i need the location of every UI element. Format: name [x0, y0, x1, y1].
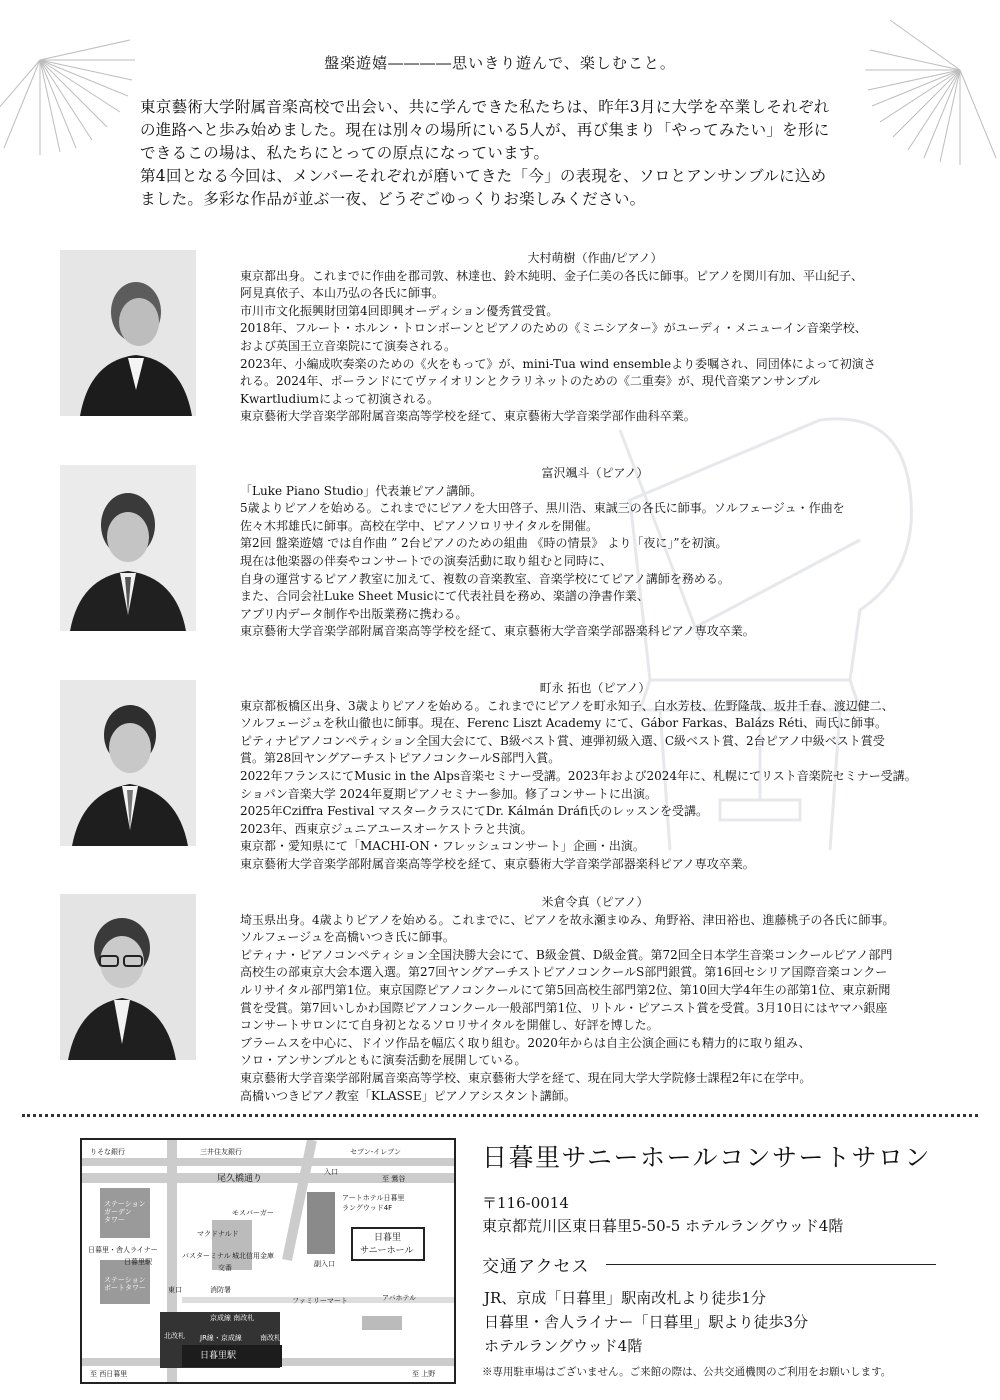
- bio-line: ソロ・アンサンブルともに演奏活動を展開している。: [240, 1053, 527, 1068]
- venue-address: 東京都荒川区東日暮里5-50-5 ホテルラングウッド4階: [482, 1217, 844, 1235]
- bio-line: 東京都板橋区出身、3歳よりピアノを始める。これまでにピアノを町永知子、白水芳枝、佐野隆哉、坂井千春、渡辺健二、: [240, 698, 894, 713]
- bio-line: 2023年、小編成吹奏楽のための《火をもって》が、mini-Tua wind ensembleより委嘱され、同団体によって初演さ: [240, 356, 876, 371]
- bio-line: 市川市文化振興財団第4回即興オーディション優秀賞受賞。: [240, 303, 559, 318]
- access-list: [484, 1286, 808, 1358]
- intro-line: の進路へと歩み始めました。現在は別々の場所にいる5人が、再び集まり「やってみたい」を形に: [140, 121, 830, 139]
- postal-code: 〒116-0014: [482, 1194, 569, 1212]
- map-label: セブン-イレブン: [350, 1148, 401, 1156]
- bio-line: ソルフェージュを秋山徹也に師事。現在、Ferenc Liszt Academy にて、Gábor Farkas、Balázs Réti、両氏に師事。: [240, 716, 888, 731]
- map-label: 消防署: [210, 1286, 231, 1294]
- map-label: 南改札: [260, 1334, 281, 1342]
- map-label: サニーホール: [360, 1246, 414, 1256]
- bio-line: 自身の運営するピアノ教室に加えて、複数の音楽教室、音楽学校にてピアノ講師を務める。: [240, 571, 730, 586]
- bio-line: 東京藝術大学音楽学部附属音楽高等学校を経て、東京藝術大学音楽学部作曲科卒業。: [240, 409, 696, 424]
- bio-line: 東京藝術大学音楽学部附属音楽高等学校、東京藝術大学を経て、現在同大学大学院修士課程2年に在学中。: [240, 1070, 812, 1085]
- map-label: ファミリーマート: [292, 1297, 348, 1305]
- profile-bio: [240, 465, 950, 641]
- performer-name: 町永 拓也（ピアノ）: [539, 681, 651, 695]
- bio-line: 高橋いつきピアノ教室「KLASSE」ピアノアシスタント講師。: [240, 1088, 576, 1103]
- portrait-photo: [60, 465, 196, 631]
- access-item: 日暮里・舎人ライナー「日暮里」駅より徒歩3分: [484, 1313, 809, 1331]
- map-label: 交番: [218, 1264, 232, 1272]
- bio-line: 5歳よりピアノを始める。これまでにピアノを大田啓子、黒川浩、東誠三の各氏に師事。ソルフェージュ・作曲を: [240, 501, 845, 516]
- performer-name: 米倉令真（ピアノ）: [541, 895, 649, 909]
- map-label: ステーションポートタワー: [104, 1276, 146, 1292]
- intro-line: ました。多彩な作品が並ぶ一夜、どうぞごゆっくりお楽しみください。: [140, 190, 646, 208]
- access-heading: 交通アクセス: [482, 1257, 590, 1277]
- bio-line: 東京藝術大学音楽学部附属音楽高等学校を経て、東京藝術大学音楽学部器楽科ピアノ専攻卒業。: [240, 624, 755, 639]
- map-label: バスターミナル: [182, 1252, 231, 1260]
- map-label: 日暮里駅: [124, 1258, 152, 1266]
- profile-bio: [240, 680, 950, 874]
- portrait-photo: [60, 680, 196, 846]
- bio-line: 2018年、フルート・ホルン・トロンボーンとピアノのための《ミニシアター》がユーディ・メニューイン音楽学校、: [240, 321, 867, 336]
- map-label: ラングウッド4F: [342, 1204, 393, 1212]
- map-label: モスバーガー: [232, 1209, 274, 1217]
- access-item: JR、京成「日暮里」駅南改札より徒歩1分: [484, 1289, 766, 1307]
- performer-name: 大村萌樹（作曲/ピアノ）: [527, 251, 663, 265]
- map-label: 至 上野: [412, 1370, 436, 1378]
- map-label: 京成線 南改札: [210, 1314, 255, 1322]
- bio-line: 阿見真依子、本山乃弘の各氏に師事。: [240, 286, 445, 301]
- profile-bio: [240, 250, 950, 426]
- portrait-photo: [60, 250, 196, 416]
- dotted-divider: [22, 1114, 978, 1117]
- bio-line: れる。2024年、ポーランドにてヴァイオリンとクラリネットのための《二重奏》が、現代音楽アンサンブル: [240, 374, 821, 389]
- bio-line: ショパン音楽大学 2024年夏期ピアノセミナー参加。修了コンサートに出演。: [240, 786, 658, 801]
- portrait-photo: [60, 894, 196, 1060]
- bio-line: 2022年フランスにてMusic in the Alps音楽セミナー受講。2023年および2024年に、札幌にてリスト音楽院セミナー受講。: [240, 768, 917, 783]
- map-label: アートホテル日暮里: [342, 1194, 405, 1202]
- map-label: 日暮里: [374, 1233, 402, 1243]
- map-label: JR線・京成線: [200, 1334, 242, 1342]
- bio-line: 賞。第28回ヤングアーチストピアノコンクールS部門入賞。: [240, 751, 561, 766]
- bio-line: 佐々木邦雄氏に師事。高校在学中、ピアノソロリサイタルを開催。: [240, 518, 598, 533]
- bio-line: 賞を受賞。第7回いしかわ国際ピアノコンクール一般部門第1位、リトル・ピアニスト賞を受賞。3月10日にはヤマハ銀座: [240, 1000, 888, 1015]
- map-label: 東口: [168, 1286, 182, 1294]
- intro-line: 東京藝術大学附属音楽高校で出会い、共に学んできた私たちは、昨年3月に大学を卒業しそれぞれ: [140, 98, 830, 116]
- map-label: 城北信用金庫: [232, 1252, 274, 1260]
- bio-line: および英国王立音楽院にて演奏される。: [240, 338, 457, 353]
- bio-line: コンサートサロンにて自身初となるソロリサイタルを開催し、好評を博した。: [240, 1018, 659, 1033]
- intro-line: できるこの場は、私たちにとっての原点になっています。: [140, 144, 550, 162]
- map-label: 北改札: [164, 1332, 185, 1340]
- bio-line: 現在は他楽器の伴奏やコンサートでの演奏活動に取り組むと同時に、: [240, 553, 613, 568]
- profile-bio: [240, 894, 950, 1105]
- map-label: 尾久橋通り: [217, 1174, 263, 1184]
- intro-title: 盤楽遊嬉――――思いきり遊んで、楽しむこと。: [324, 54, 676, 72]
- map-label: 日暮里・舎人ライナー: [88, 1246, 158, 1254]
- venue-info: [482, 1138, 982, 1378]
- map-label: 日暮里駅: [200, 1351, 237, 1361]
- bio-line: ピティナピアノコンペティション全国大会にて、B級ベスト賞、連弾初級入選、C級ベスト賞、2台ピアノ中級ベスト賞受: [240, 733, 885, 748]
- map-label: マクドナルド: [197, 1230, 239, 1238]
- bio-line: ソルフェージュを高橋いつき氏に師事。: [240, 930, 455, 945]
- bio-line: ルリサイタル部門第1位。東京国際ピアノコンクールにて第5回高校生部門第2位、第10回大学4年生の部第1位、東京新聞: [240, 982, 891, 997]
- bio-line: 東京都・愛知県にて「MACHI-ON・フレッシュコンサート」企画・出演。: [240, 839, 645, 854]
- bio-line: Kwartludiumによって初演される。: [240, 391, 440, 406]
- bio-line: 高校生の部東京大会本選入選。第27回ヤングアーチストピアノコンクールS部門銀賞。第16回セシリア国際音楽コンクー: [240, 965, 888, 980]
- bio-line: 「Luke Piano Studio」代表兼ピアノ講師。: [240, 483, 483, 498]
- access-rule: [606, 1264, 936, 1265]
- bio-line: アプリ内データ制作や出版業務に携わる。: [240, 606, 468, 621]
- venue-name: 日暮里サニーホールコンサートサロン: [482, 1143, 932, 1172]
- bio-line: また、合同会社Luke Sheet Musicにて代表社員を務め、楽譜の浄書作業、: [240, 589, 649, 604]
- intro-text: [140, 96, 880, 211]
- performer-name: 富沢颯斗（ピアノ）: [541, 466, 649, 480]
- map-label: 至 鶯谷: [382, 1175, 406, 1183]
- parking-note: ※専用駐車場はございません。ご来館の際は、公共交通機関のご利用をお願いします。: [482, 1366, 892, 1378]
- map-label: ステーションガーデンタワー: [104, 1200, 146, 1224]
- map-label: 入口: [324, 1168, 338, 1176]
- bio-line: 第2回 盤楽遊嬉 では自作曲 ” 2台ピアノのための組曲 《時の情景》 より「夜に」”を初演。: [240, 536, 728, 551]
- bio-line: ブラームスを中心に、ドイツ作品を幅広く取り組む。2020年からは自主公演企画にも精力的に取り組み、: [240, 1035, 811, 1050]
- map-label: 至 西日暮里: [90, 1370, 128, 1378]
- access-map: [80, 1138, 456, 1384]
- bio-line: 東京都出身。これまでに作曲を郡司敦、林達也、鈴木純明、金子仁美の各氏に師事。ピアノを関川有加、平山紀子、: [240, 268, 864, 283]
- map-label: りそな銀行: [90, 1148, 125, 1156]
- bio-line: 東京藝術大学音楽学部附属音楽高等学校を経て、東京藝術大学音楽学部器楽科ピアノ専攻卒業。: [240, 856, 755, 871]
- bio-line: ピティナ・ピアノコンペティション全国決勝大会にて、B級金賞、D級金賞。第72回全日本学生音楽コンクールピアノ部門: [240, 947, 893, 962]
- access-item: ホテルラングウッド4階: [484, 1337, 643, 1355]
- intro-line: 第4回となる今回は、メンバーそれぞれが磨いてきた「今」の表現を、ソロとアンサンブルに込め: [140, 167, 827, 185]
- bio-line: 2023年、西東京ジュニアユースオーケストラと共演。: [240, 821, 533, 836]
- bio-line: 埼玉県出身。4歳よりピアノを始める。これまでに、ピアノを故永瀬まゆみ、角野裕、津田裕也、進藤桃子の各氏に師事。: [240, 912, 895, 927]
- map-hotel-building: [307, 1192, 335, 1254]
- bio-line: 2025年Cziffra Festival マスタークラスにてDr. Kálmán Dráfi氏のレッスンを受講。: [240, 804, 709, 819]
- map-label: 副入口: [314, 1260, 335, 1268]
- map-label: 三井住友銀行: [200, 1148, 242, 1156]
- map-label: アパホテル: [382, 1294, 417, 1302]
